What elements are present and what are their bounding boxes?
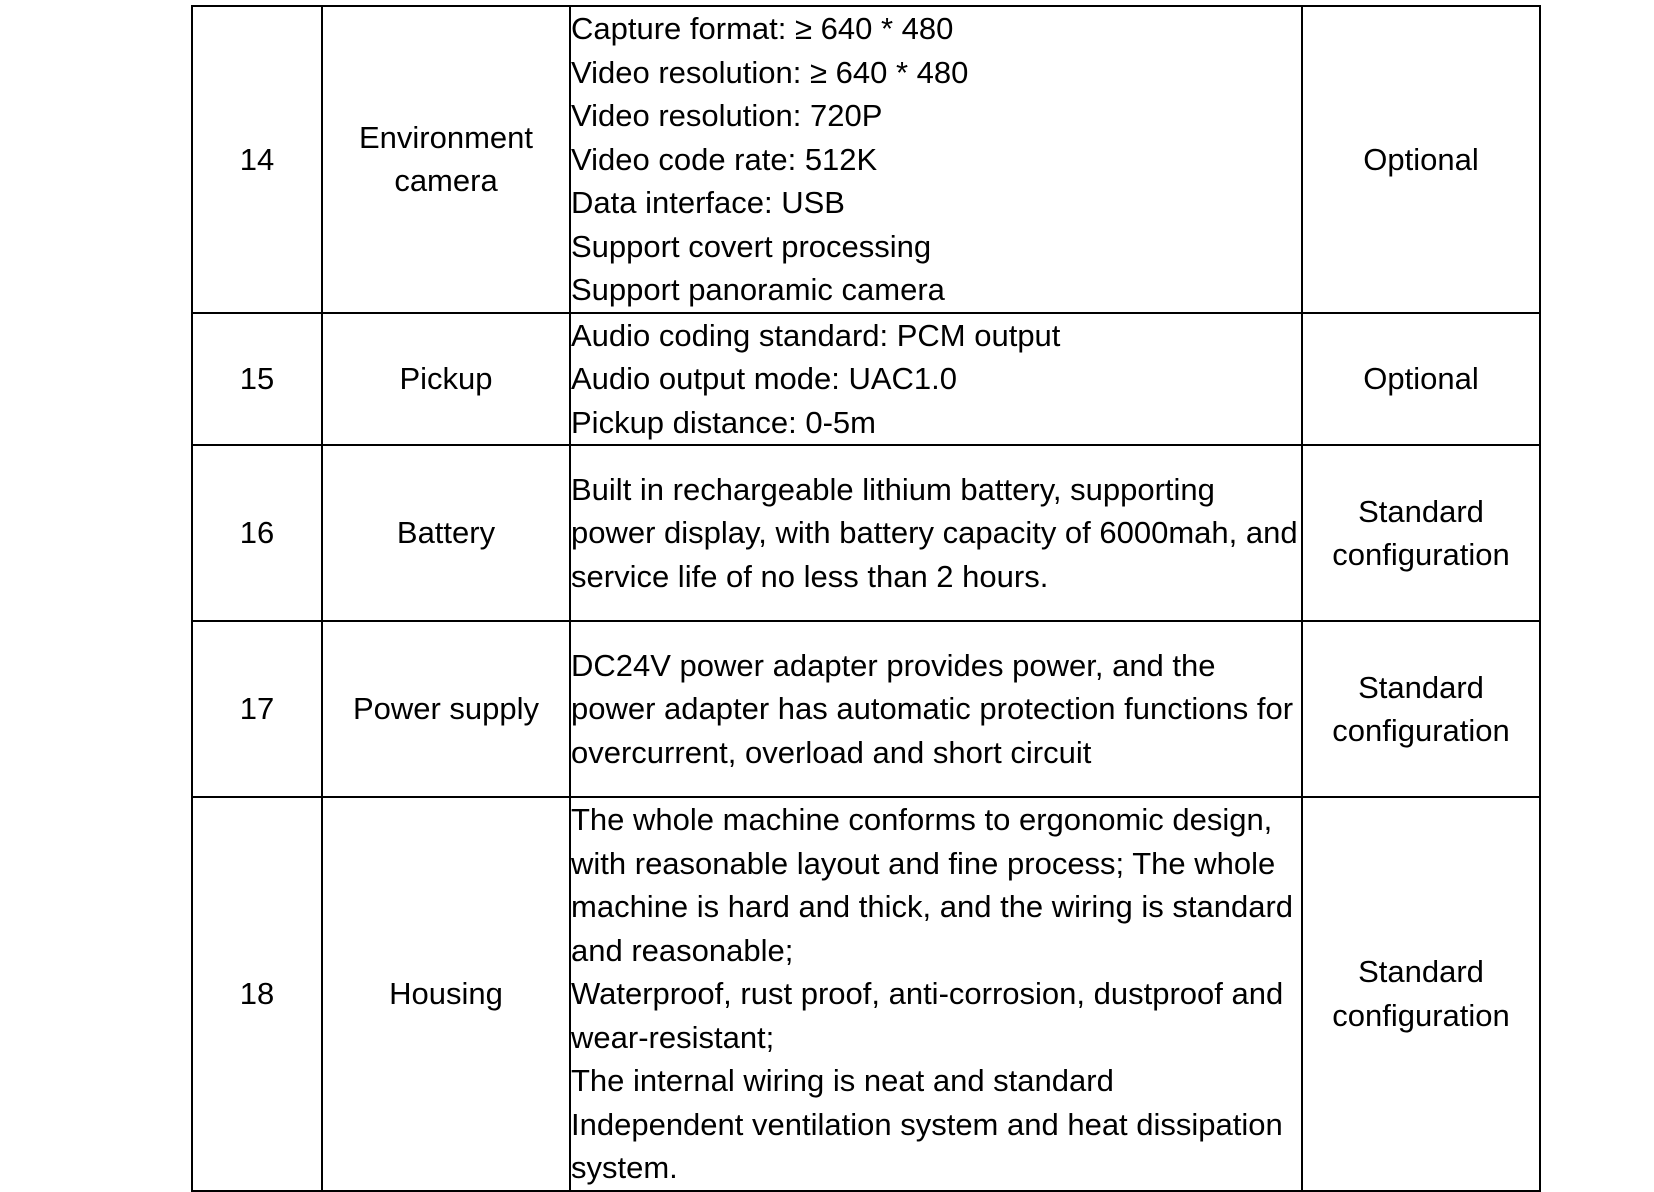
item-number: 17 [192, 621, 322, 797]
item-number: 15 [192, 313, 322, 446]
item-configuration: Standard configuration [1302, 621, 1540, 797]
spec-line: Support panoramic camera [571, 272, 945, 307]
spec-line: DC24V power adapter provides power, and the power adapter has automatic protection functions for overcurrent, overload and short circuit [571, 647, 1294, 770]
spec-line: Capture format: ≥ 640 * 480 [571, 11, 954, 46]
spec-line: Audio output mode: UAC1.0 [571, 361, 958, 396]
table-row [192, 6, 1540, 313]
table-row [192, 313, 1540, 446]
spec-line: Support covert processing [571, 228, 932, 264]
item-specification [570, 445, 1302, 621]
item-configuration: Standard configuration [1302, 797, 1540, 1191]
spec-line: The whole machine conforms to ergonomic design, with reasonable layout and fine process; The whole machine is hard and thick, and the wiring is standard and reasonable; [571, 802, 1294, 968]
item-specification [570, 6, 1302, 313]
spec-line: The internal wiring is neat and standard [571, 1063, 1114, 1098]
item-specification [570, 621, 1302, 797]
item-number: 16 [192, 445, 322, 621]
item-configuration: Optional [1302, 313, 1540, 446]
spec-line: Video code rate: 512K [571, 141, 878, 177]
item-configuration: Optional [1302, 6, 1540, 313]
item-number: 14 [192, 6, 322, 313]
item-configuration: Standard configuration [1302, 445, 1540, 621]
spec-line: Video resolution: ≥ 640 * 480 [571, 54, 969, 90]
table-row [192, 445, 1540, 621]
spec-line: Pickup distance: 0-5m [571, 404, 876, 440]
table-row [192, 621, 1540, 797]
item-name: Battery [322, 445, 570, 621]
spec-line: Data interface: USB [571, 185, 845, 220]
item-name: Environment camera [322, 6, 570, 313]
item-name: Pickup [322, 313, 570, 446]
spec-line: Built in rechargeable lithium battery, supporting power display, with battery capacity of 6000mah, and service life of no less than 2 hours. [571, 471, 1298, 594]
spec-line: Waterproof, rust proof, anti-corrosion, dustproof and wear-resistant; [571, 976, 1284, 1055]
item-specification [570, 797, 1302, 1191]
item-name: Power supply [322, 621, 570, 797]
table-row [192, 797, 1540, 1191]
item-specification [570, 313, 1302, 446]
spec-line: Independent ventilation system and heat dissipation system. [571, 1106, 1283, 1185]
spec-line: Video resolution: 720P [571, 98, 883, 133]
spec-line: Audio coding standard: PCM output [571, 317, 1061, 353]
spec-table [191, 5, 1541, 1192]
item-number: 18 [192, 797, 322, 1191]
item-name: Housing [322, 797, 570, 1191]
